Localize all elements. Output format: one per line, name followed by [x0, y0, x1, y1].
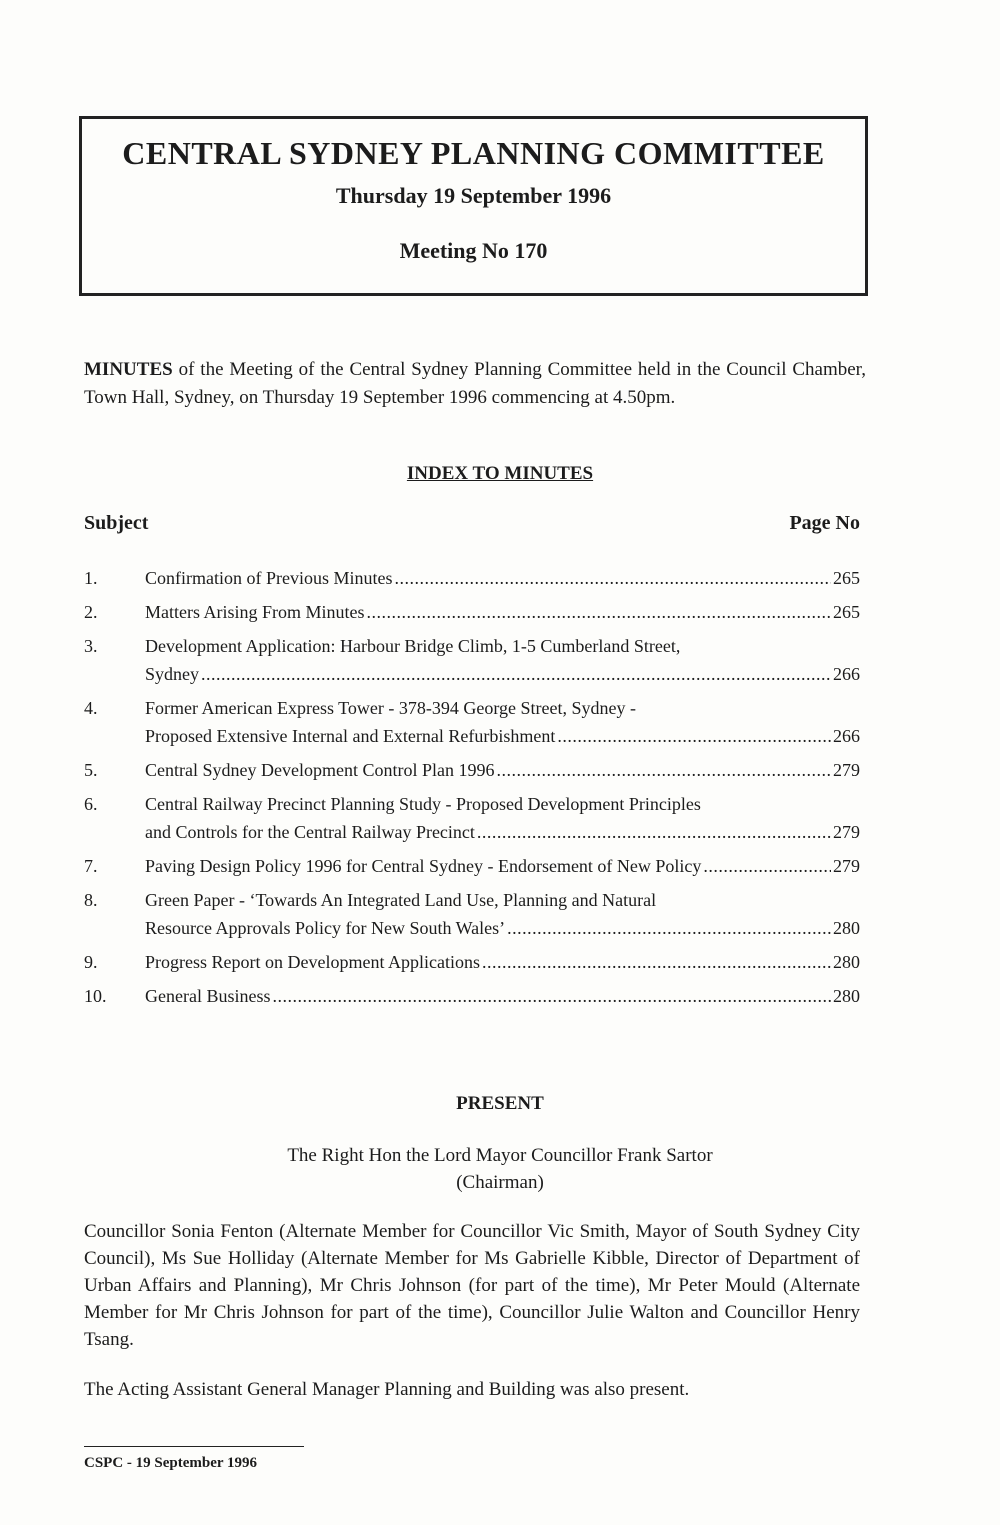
dot-leader	[482, 948, 831, 976]
index-item	[84, 632, 860, 688]
dot-leader	[394, 564, 831, 592]
index-item-subject: Paving Design Policy 1996 for Central Sydney - Endorsement of New Policy	[145, 856, 702, 876]
index-item-number: 5.	[84, 760, 98, 780]
index-item-subject: Central Railway Precinct Planning Study - Proposed Development Principles	[145, 794, 701, 814]
index-item-subject: Development Application: Harbour Bridge Climb, 1-5 Cumberland Street,	[145, 636, 681, 656]
intro-text: of the Meeting of the Central Sydney Planning Committee held in the Council Chamber, Town Hall, Sydney, on Thursday 19 September 1996 commencing at 4.50pm.	[84, 359, 866, 408]
dot-leader	[557, 722, 831, 750]
index-heading: INDEX TO MINUTES	[406, 463, 594, 484]
index-item-subject: General Business	[145, 986, 271, 1006]
index-list	[84, 564, 860, 1016]
index-item-subject: Confirmation of Previous Minutes	[145, 568, 393, 588]
index-item-number: 7.	[84, 856, 98, 876]
index-item-number: 9.	[84, 952, 98, 972]
index-item	[84, 790, 860, 846]
index-item	[84, 982, 860, 1010]
index-item-subject: Former American Express Tower - 378-394 George Street, Sydney -	[145, 698, 636, 718]
index-item-subject: Central Sydney Development Control Plan 1996	[145, 760, 495, 780]
index-item-number: 1.	[84, 568, 98, 588]
index-item-page: 265	[833, 602, 860, 622]
index-item-page: 280	[833, 986, 860, 1006]
index-item	[84, 948, 860, 976]
index-item-page: 279	[833, 760, 860, 780]
committee-title: CENTRAL SYDNEY PLANNING COMMITTEE	[122, 135, 825, 171]
index-item	[84, 756, 860, 784]
index-item-subject: Matters Arising From Minutes	[145, 602, 365, 622]
index-item	[84, 598, 860, 626]
page-column-header: Page No	[789, 512, 860, 534]
index-item-number: 8.	[84, 890, 98, 910]
meeting-date: Thursday 19 September 1996	[335, 183, 612, 208]
chairman-role: (Chairman)	[456, 1172, 544, 1193]
index-item-page: 266	[833, 664, 860, 684]
index-item	[84, 852, 860, 880]
index-item-subject: Progress Report on Development Applications	[145, 952, 480, 972]
chairman-name: The Right Hon the Lord Mayor Councillor Frank Sartor	[287, 1145, 713, 1166]
index-item-page: 279	[833, 856, 860, 876]
index-item-number: 6.	[84, 794, 98, 814]
index-item	[84, 564, 860, 592]
index-item-number: 2.	[84, 602, 98, 622]
index-item	[84, 694, 860, 750]
dot-leader	[703, 852, 831, 880]
intro-paragraph	[84, 356, 866, 412]
index-item-number: 10.	[84, 986, 107, 1006]
index-item-page: 265	[833, 568, 860, 588]
present-heading: PRESENT	[456, 1093, 544, 1114]
index-item-subject: Resource Approvals Policy for New South Wales’	[145, 918, 506, 938]
dot-leader	[201, 660, 831, 688]
dot-leader	[496, 756, 831, 784]
dot-leader	[367, 598, 832, 626]
index-item-subject: and Controls for the Central Railway Precinct	[145, 822, 475, 842]
title-box	[79, 116, 868, 296]
index-item-number: 4.	[84, 698, 98, 718]
index-item-subject: Proposed Extensive Internal and External Refurbishment	[145, 726, 556, 746]
also-present-paragraph: The Acting Assistant General Manager Planning and Building was also present.	[84, 1379, 690, 1400]
index-item-subject: Green Paper - ‘Towards An Integrated Land Use, Planning and Natural	[145, 890, 657, 910]
attendees-paragraph: Councillor Sonia Fenton (Alternate Member for Councillor Vic Smith, Mayor of South Sydney City Council), Ms Sue Holliday (Alternate Member for Ms Gabrielle Kibble, Director of Department of Urban Affairs and Planning), Mr Chris Johnson (for part of the time), Mr Peter Mould (Alternate Member for Mr Chris Johnson for part of the time), Councillor Julie Walton and Councillor Henry Tsang.	[84, 1221, 860, 1350]
chairman-block	[0, 1142, 1000, 1196]
meeting-number: Meeting No 170	[399, 238, 548, 263]
index-item-page: 279	[833, 822, 860, 842]
dot-leader	[477, 818, 831, 846]
index-item-page: 266	[833, 726, 860, 746]
footer-rule	[84, 1446, 304, 1447]
index-item-page: 280	[833, 952, 860, 972]
index-item	[84, 886, 860, 942]
subject-column-header: Subject	[84, 512, 149, 534]
index-item-subject: Sydney	[145, 664, 199, 684]
dot-leader	[272, 982, 831, 1010]
dot-leader	[507, 914, 831, 942]
index-item-page: 280	[833, 918, 860, 938]
footer-text: CSPC - 19 September 1996	[84, 1455, 258, 1471]
intro-lead: MINUTES	[84, 359, 173, 380]
index-item-number: 3.	[84, 636, 98, 656]
